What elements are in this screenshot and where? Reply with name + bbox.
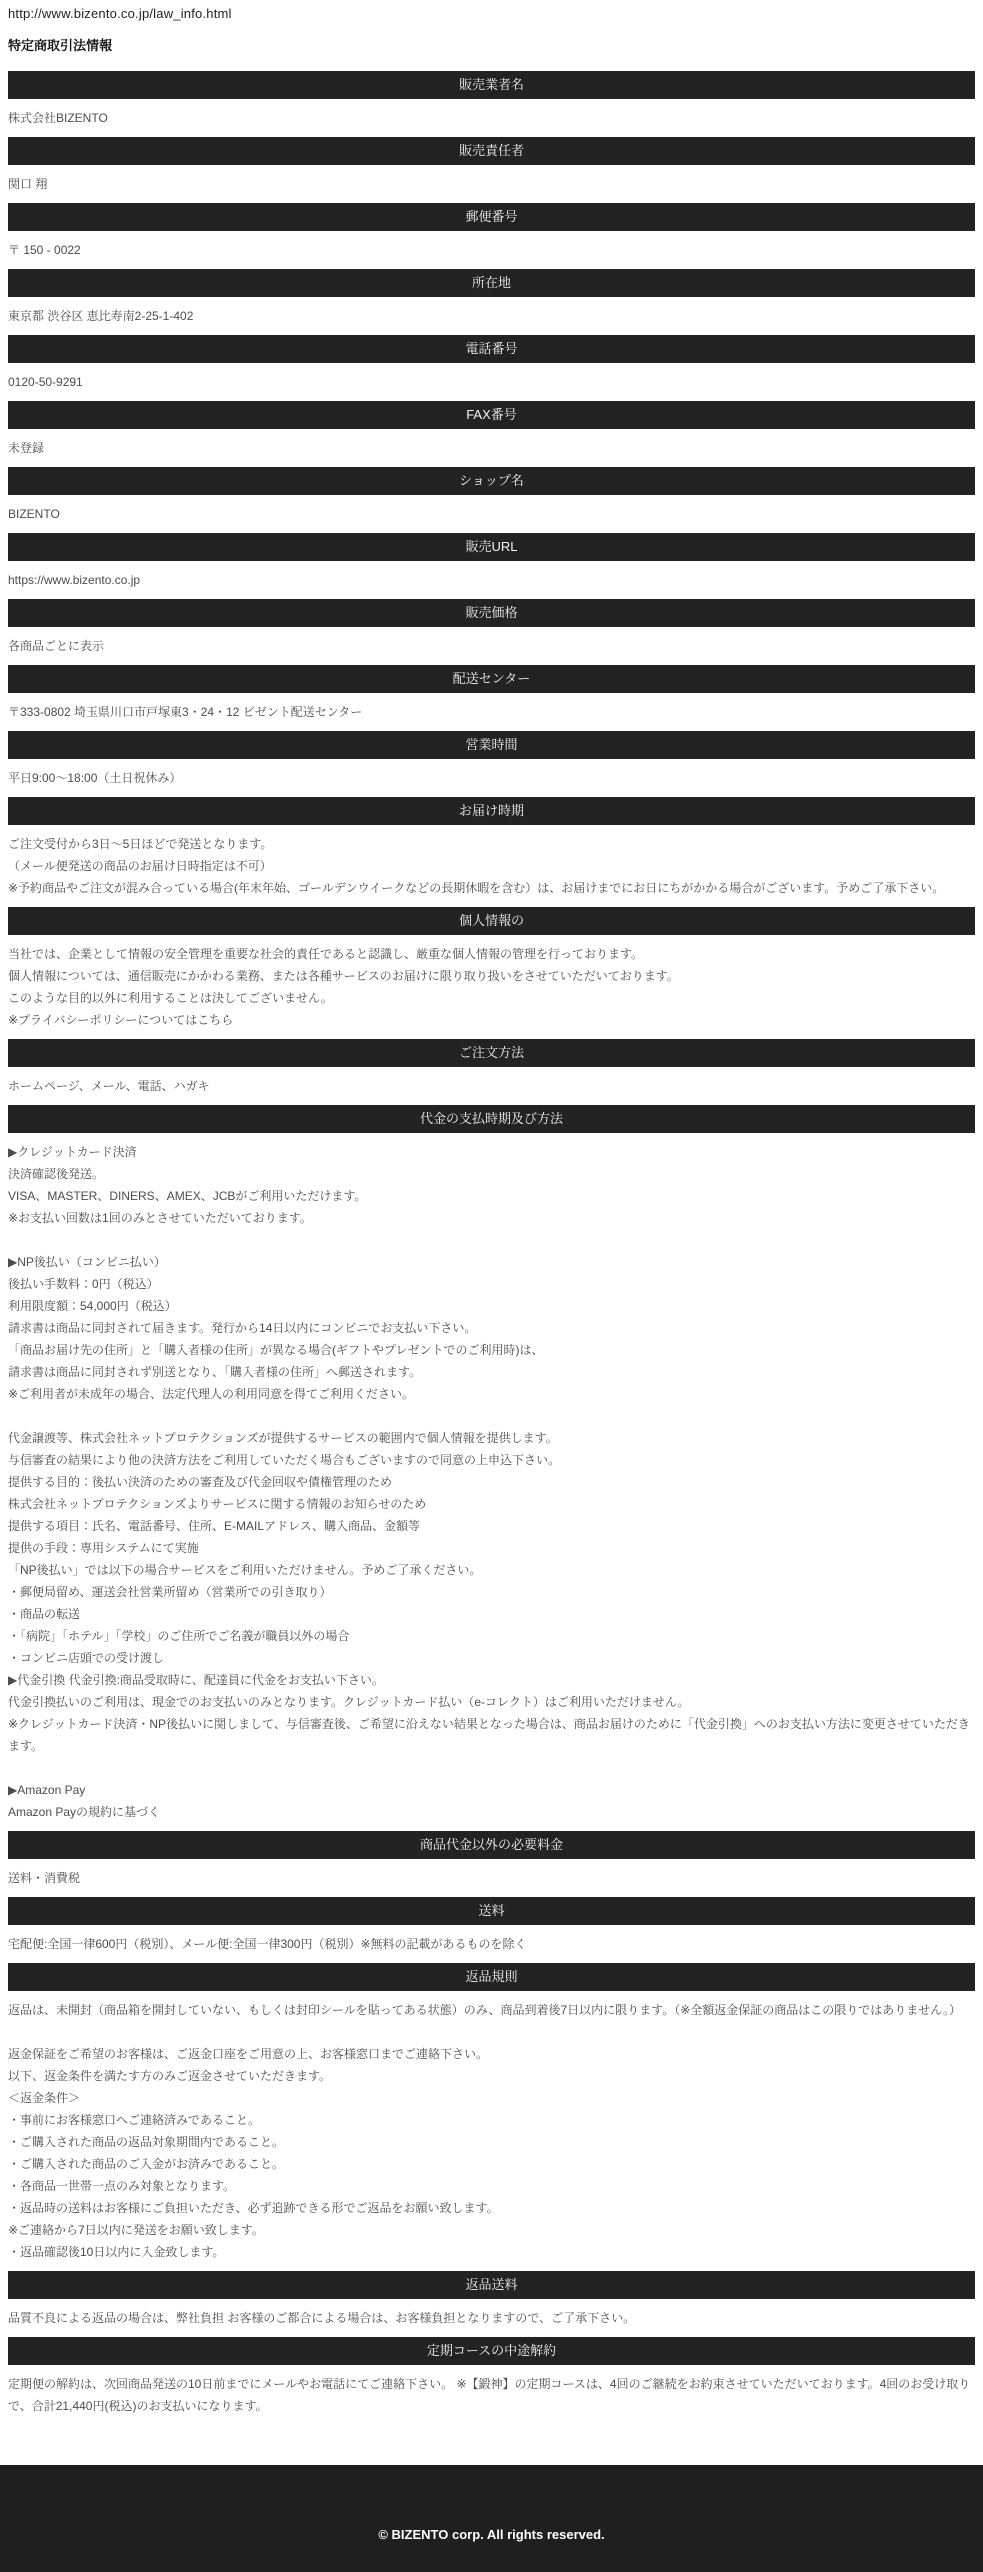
section-header: 個人情報の <box>8 907 975 935</box>
section-body <box>8 107 975 129</box>
section-header: 販売URL <box>8 533 975 561</box>
section-body-line: 以下、返金条件を満たす方のみご返金させていただきます。 <box>8 2069 332 2083</box>
section-header: ご注文方法 <box>8 1039 975 1067</box>
section-body-line: 請求書は商品に同封されず別送となり、「購入者様の住所」へ郵送されます。 <box>8 1365 422 1379</box>
section-body-line: ご注文受付から3日〜5日ほどで発送となります。 <box>8 837 273 851</box>
page-title: 特定商取引法情報 <box>8 38 113 53</box>
section-header: 返品送料 <box>8 2271 975 2299</box>
sections-container <box>8 71 975 2417</box>
section-body <box>8 2373 975 2417</box>
section-body <box>8 305 975 327</box>
section-body-line: ・事前にお客様窓口へご連絡済みであること。 <box>8 2113 261 2127</box>
section-body <box>8 1075 975 1097</box>
section-body-line: ・返品時の送料はお客様にご負担いただき、必ず追跡できる形でご返品をお願い致します。 <box>8 2201 499 2215</box>
section-header: 返品規則 <box>8 1963 975 1991</box>
section-body-line: 宅配便:全国一律600円（税別）、メール便:全国一律300円（税別）※無料の記載があるものを除く <box>8 1937 527 1951</box>
section-header: 定期コースの中途解約 <box>8 2337 975 2365</box>
section-body <box>8 1999 975 2263</box>
section-body-line: （メール便発送の商品のお届け日時指定は不可） <box>8 859 272 873</box>
section-body-line: 代金引換払いのご利用は、現金でのお支払いのみとなります。クレジットカード払い（e-コレクト）はご利用いただけません。 <box>8 1695 690 1709</box>
section-body <box>8 437 975 459</box>
page-url: http://www.bizento.co.jp/law_info.html <box>8 6 232 21</box>
section-body-line: 決済確認後発送。 <box>8 1167 105 1181</box>
section-body <box>8 833 975 899</box>
section-body <box>8 173 975 195</box>
section-body-line: ・郵便局留め、運送会社営業所留め（営業所での引き取り） <box>8 1585 332 1599</box>
section-body-line: 未登録 <box>8 441 45 455</box>
section-body-line: ※予約商品やご注文が混み合っている場合(年末年始、ゴールデンウイークなどの長期休暇を含む）は、お届けまでにお日にちがかかる場合がございます。予めご了承下さい。 <box>8 881 945 895</box>
section-body-line <box>8 1757 975 1779</box>
section-body-line: 個人情報については、通信販売にかかわる業務、または各種サービスのお届けに限り取り扱いをさせていただいております。 <box>8 969 679 983</box>
section-header: 郵便番号 <box>8 203 975 231</box>
section-body-line: 東京都 渋谷区 恵比寿南2-25-1-402 <box>8 309 194 323</box>
section-body-line: ※ご連絡から7日以内に発送をお願い致します。 <box>8 2223 264 2237</box>
section-body-line: ・コンビニ店頭での受け渡し <box>8 1651 165 1665</box>
section-body-line: 提供の手段：専用システムにて実施 <box>8 1541 199 1555</box>
section-body-line: 平日9:00〜18:00（土日祝休み） <box>8 771 182 785</box>
section-body <box>8 569 975 591</box>
section-body-line: ・「病院」「ホテル」「学校」のご住所でご名義が職員以外の場合 <box>8 1629 350 1643</box>
section-header: 営業時間 <box>8 731 975 759</box>
section-body-line: 株式会社ネットプロテクションズよりサービスに関する情報のお知らせのため <box>8 1497 427 1511</box>
section-body-line: 送料・消費税 <box>8 1871 81 1885</box>
section-body <box>8 635 975 657</box>
section-body-line: 関口 翔 <box>8 177 48 191</box>
section-body-line <box>8 1229 975 1251</box>
section-body <box>8 503 975 525</box>
section-body <box>8 943 975 1031</box>
section-body-line: ▶Amazon Pay <box>8 1783 86 1797</box>
section-body-line: 定期便の解約は、次回商品発送の10日前までにメールやお電話にてご連絡下さい。 ※【鍛神】の定期コースは、4回のご継続をお約束させていただいております。4回のお受け取りで、合計21,440円(税込)のお支払いになります。 <box>8 2377 971 2413</box>
section-body-line: 返品は、未開封（商品箱を開封していない、もしくは封印シールを貼ってある状態）のみ、商品到着後7日以内に限ります。（※全額返金保証の商品はこの限りではありません。） <box>8 2003 961 2017</box>
section-body-line: BIZENTO <box>8 507 60 521</box>
section-header: FAX番号 <box>8 401 975 429</box>
section-body-line: ※プライバシーポリシーについてはこちら <box>8 1013 234 1027</box>
section-header: 配送センター <box>8 665 975 693</box>
section-body-line: ・各商品一世帯一点のみ対象となります。 <box>8 2179 236 2193</box>
section-body-line: 各商品ごとに表示 <box>8 639 105 653</box>
section-body-line: 利用限度額：54,000円（税込） <box>8 1299 177 1313</box>
section-body-line: 提供する目的：後払い決済のための審査及び代金回収や債権管理のため <box>8 1475 393 1489</box>
section-body-line: 0120-50-9291 <box>8 375 83 389</box>
section-body-line: 当社では、企業として情報の安全管理を重要な社会的責任であると認識し、厳重な個人情報の管理を行っております。 <box>8 947 644 961</box>
section-header: 所在地 <box>8 269 975 297</box>
section-body-line: 与信審査の結果により他の決済方法をご利用していただく場合もございますので同意の上申込下さい。 <box>8 1453 561 1467</box>
section-body-line: https://www.bizento.co.jp <box>8 573 141 587</box>
section-body-line: 〒333-0802 埼玉県川口市戸塚東3・24・12 ビゼント配送センター <box>8 705 363 719</box>
section-header: ショップ名 <box>8 467 975 495</box>
section-body-line: 返金保証をご希望のお客様は、ご返金口座をご用意の上、お客様窓口までご連絡下さい。 <box>8 2047 489 2061</box>
section-body-line: 「NP後払い」では以下の場合サービスをご利用いただけません。予めご了承ください。 <box>8 1563 482 1577</box>
section-body-line: VISA、MASTER、DINERS、AMEX、JCBがご利用いただけます。 <box>8 1189 367 1203</box>
section-body-line: 〒 150 - 0022 <box>8 243 81 257</box>
section-body <box>8 767 975 789</box>
section-body-line <box>8 2021 975 2043</box>
section-body-line: ・ご購入された商品の返品対象期間内であること。 <box>8 2135 285 2149</box>
section-body-line: 後払い手数料：0円（税込） <box>8 1277 159 1291</box>
section-body <box>8 371 975 393</box>
section-body-line: 代金譲渡等、株式会社ネットプロテクションズが提供するサービスの範囲内で個人情報を提供します。 <box>8 1431 558 1445</box>
section-body-line: 株式会社BIZENTO <box>8 111 108 125</box>
section-body <box>8 2307 975 2329</box>
section-body-line: ▶NP後払い（コンビニ払い） <box>8 1255 166 1269</box>
copyright-text: © BIZENTO corp. All rights reserved. <box>378 2527 605 2542</box>
section-body <box>8 239 975 261</box>
section-body-line: ＜返金条件＞ <box>8 2091 81 2105</box>
section-body <box>8 1867 975 1889</box>
section-body-line: ・商品の転送 <box>8 1607 81 1621</box>
section-body-line: このような目的以外に利用することは決してございません。 <box>8 991 333 1005</box>
section-header: 送料 <box>8 1897 975 1925</box>
section-body-line: ※お支払い回数は1回のみとさせていただいております。 <box>8 1211 312 1225</box>
section-header: 販売価格 <box>8 599 975 627</box>
section-body-line: 「商品お届け先の住所」と「購入者様の住所」が異なる場合(ギフトやプレゼントでのご利用時)は、 <box>8 1343 544 1357</box>
section-body-line <box>8 1405 975 1427</box>
section-body-line: 請求書は商品に同封されて届きます。発行から14日以内にコンビニでお支払い下さい。 <box>8 1321 477 1335</box>
section-header: 販売業者名 <box>8 71 975 99</box>
section-header: 代金の支払時期及び方法 <box>8 1105 975 1133</box>
section-body-line: ▶クレジットカード決済 <box>8 1145 137 1159</box>
section-body-line: 提供する項目：氏名、電話番号、住所、E-MAILアドレス、購入商品、金額等 <box>8 1519 421 1533</box>
section-header: 販売責任者 <box>8 137 975 165</box>
section-body-line: ※クレジットカード決済・NP後払いに関しまして、与信審査後、ご希望に沿えない結果となった場合は、商品お届けのために「代金引換」へのお支払い方法に変更させていただきます。 <box>8 1717 970 1753</box>
section-body <box>8 1933 975 1955</box>
section-body-line: ・返品確認後10日以内に入金致します。 <box>8 2245 225 2259</box>
section-body-line: ・ご購入された商品のご入金がお済みであること。 <box>8 2157 285 2171</box>
section-body <box>8 1141 975 1823</box>
section-header: 電話番号 <box>8 335 975 363</box>
section-header: お届け時期 <box>8 797 975 825</box>
section-body-line: ホームページ、メール、電話、ハガキ <box>8 1079 210 1093</box>
section-body-line: ※ご利用者が未成年の場合、法定代理人の利用同意を得てご利用ください。 <box>8 1387 415 1401</box>
section-body-line: ▶代金引換 代金引換:商品受取時に、配達員に代金をお支払い下さい。 <box>8 1673 384 1687</box>
section-body-line: Amazon Payの規約に基づく <box>8 1805 161 1819</box>
section-body <box>8 701 975 723</box>
section-header: 商品代金以外の必要料金 <box>8 1831 975 1859</box>
footer <box>0 2465 983 2572</box>
section-body-line: 品質不良による返品の場合は、弊社負担 お客様のご都合による場合は、お客様負担となりますので、ご了承下さい。 <box>8 2311 636 2325</box>
